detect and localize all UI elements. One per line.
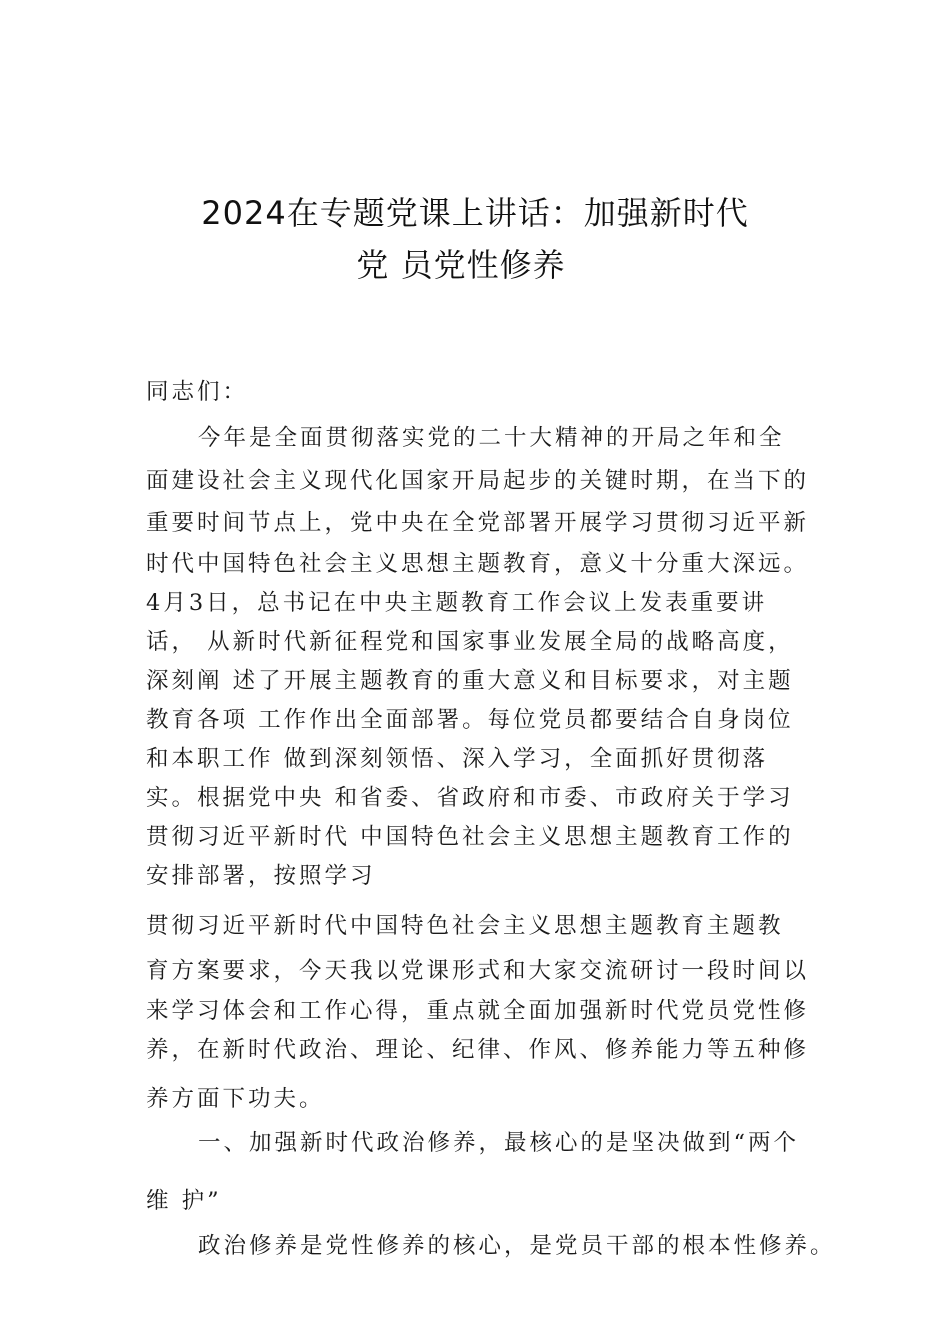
body-line: 育方案要求，今天我以党课形式和大家交流研讨一段时间以: [146, 958, 810, 984]
body-line: 贯彻习近平新时代中国特色社会主义思想主题教育主题教: [146, 913, 784, 939]
document-title-line-1: 2024在专题党课上讲话：加强新时代: [201, 194, 749, 232]
section-heading-1-continued: 维 护”: [146, 1188, 222, 1214]
greeting: 同志们：: [146, 379, 249, 405]
document-title-line-2: 党 员党性修养: [356, 246, 566, 284]
body-line: 深刻阐 述了开展主题教育的重大意义和目标要求，对主题: [146, 668, 794, 694]
body-line: 4月3日，总书记在中央主题教育工作会议上发表重要讲: [146, 590, 768, 616]
body-line: 来学习体会和工作心得，重点就全面加强新时代党员党性修: [146, 998, 810, 1024]
body-line: 实。根据党中央 和省委、省政府和市委、市政府关于学习: [146, 785, 794, 811]
body-line: 面建设社会主义现代化国家开局起步的关键时期，在当下的: [146, 468, 810, 494]
body-line: 今年是全面贯彻落实党的二十大精神的开局之年和全: [198, 425, 785, 451]
body-line: 时代中国特色社会主义思想主题教育，意义十分重大深远。: [146, 551, 810, 577]
body-line: 政治修养是党性修养的核心，是党员干部的根本性修养。: [198, 1233, 836, 1259]
body-line: 养，在新时代政治、理论、纪律、作风、修养能力等五种修: [146, 1037, 810, 1063]
body-line: 教育各项 工作作出全面部署。每位党员都要结合自身岗位: [146, 707, 794, 733]
body-line: 话， 从新时代新征程党和国家事业发展全局的战略高度，: [146, 629, 794, 655]
body-line: 和本职工作 做到深刻领悟、深入学习，全面抓好贯彻落: [146, 746, 769, 772]
section-heading-1: 一、加强新时代政治修养，最核心的是坚决做到“两个: [198, 1130, 800, 1156]
body-line: 安排部署，按照学习: [146, 863, 376, 889]
body-line: 贯彻习近平新时代 中国特色社会主义思想主题教育工作的: [146, 824, 794, 850]
body-line: 养方面下功夫。: [146, 1086, 325, 1112]
body-line: 重要时间节点上，党中央在全党部署开展学习贯彻习近平新: [146, 510, 810, 536]
